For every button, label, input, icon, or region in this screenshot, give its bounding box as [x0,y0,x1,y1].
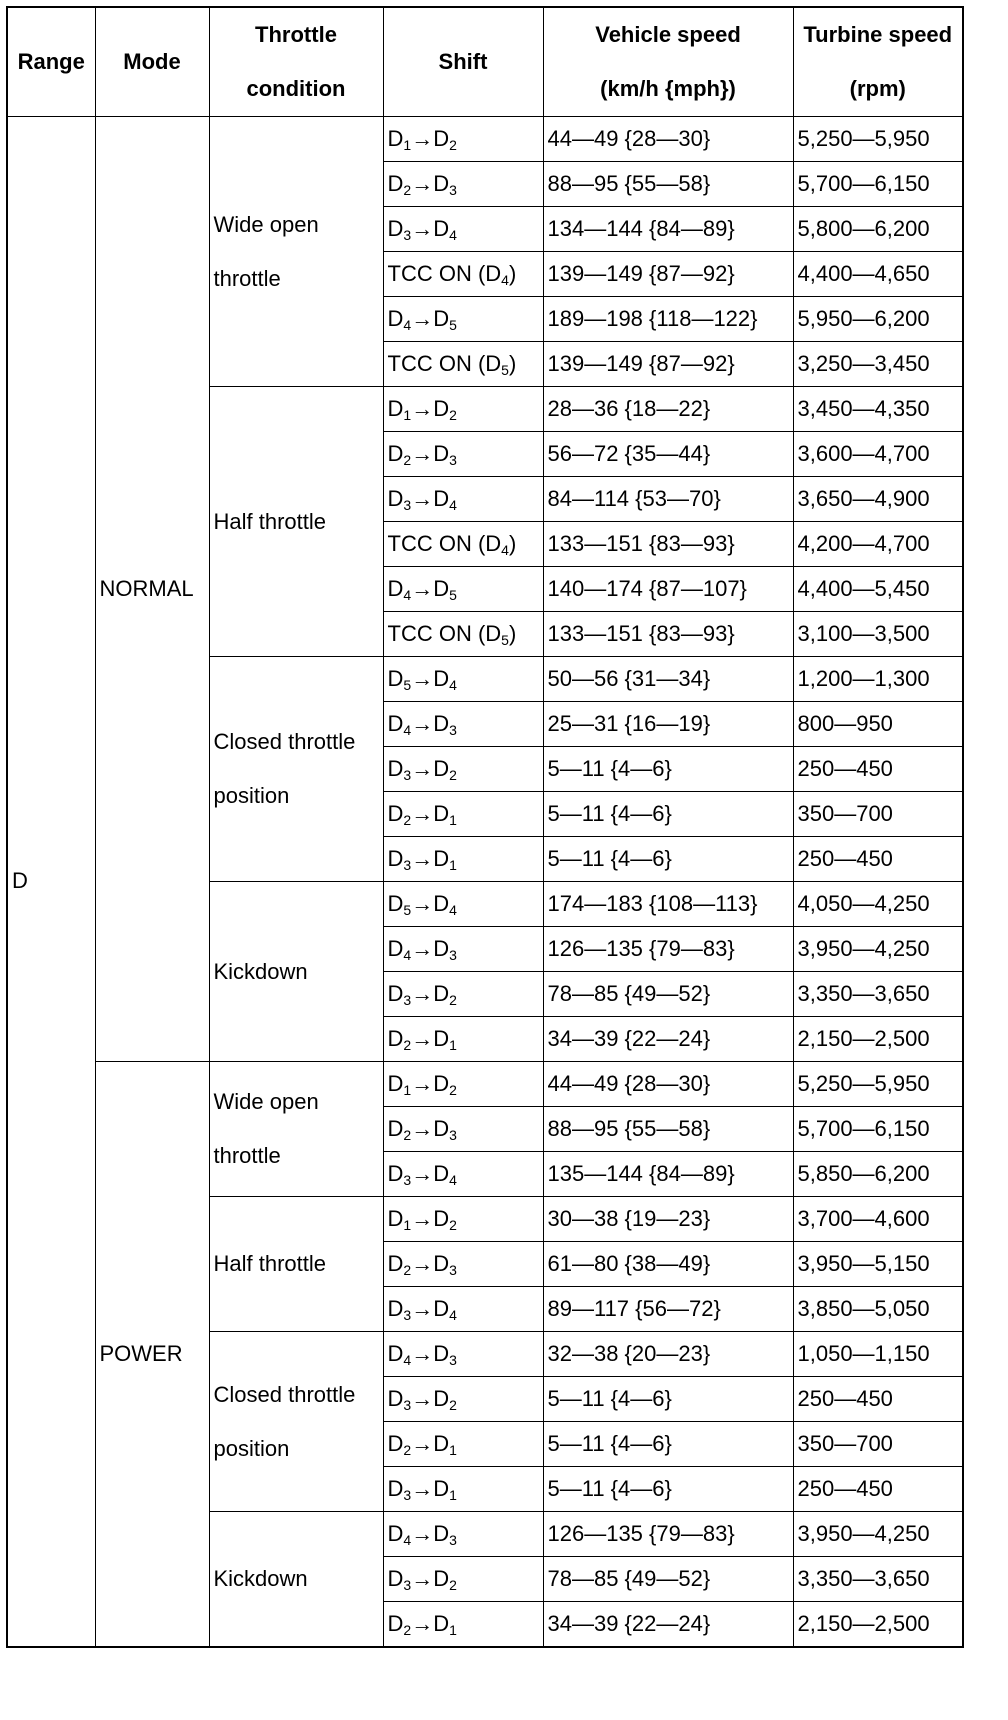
turbine-speed-cell: 3,950—4,250 [793,1512,963,1557]
mode-cell: POWER [95,1062,209,1647]
turbine-speed-cell: 4,200—4,700 [793,522,963,567]
turbine-speed-cell: 4,400—4,650 [793,252,963,297]
table-row [7,1062,963,1107]
vehicle-speed-cell: 174—183 {108—113} [543,882,793,927]
shift-cell: $D_3\to D_4$ [383,1287,543,1332]
vehicle-speed-cell: 133—151 {83—93} [543,612,793,657]
vehicle-speed-cell: 126—135 {79—83} [543,1512,793,1557]
shift-cell: $D_4\to D_3$ [383,1332,543,1377]
shift-cell: TCC ON $(D_4)$ [383,522,543,567]
header-mode: Mode [95,7,209,117]
vehicle-speed-cell: 5—11 {4—6} [543,747,793,792]
header-turbine-line2: (rpm) [849,76,906,101]
vehicle-speed-cell: 5—11 {4—6} [543,1377,793,1422]
shift-cell: $D_3\to D_1$ [383,837,543,882]
throttle-condition-cell: Kickdown [209,1512,383,1647]
shift-cell: $D_4\to D_3$ [383,702,543,747]
vehicle-speed-cell: 5—11 {4—6} [543,837,793,882]
turbine-speed-cell: 350—700 [793,1422,963,1467]
shift-cell: $D_1\to D_2$ [383,1062,543,1107]
header-range: Range [7,7,95,117]
shift-cell: $D_3\to D_1$ [383,1467,543,1512]
shift-cell: $D_2\to D_3$ [383,1242,543,1287]
vehicle-speed-cell: 50—56 {31—34} [543,657,793,702]
shift-cell: TCC ON $(D_4)$ [383,252,543,297]
turbine-speed-cell: 3,650—4,900 [793,477,963,522]
vehicle-speed-cell: 56—72 {35—44} [543,432,793,477]
vehicle-speed-cell: 34—39 {22—24} [543,1602,793,1647]
shift-cell: $D_1\to D_2$ [383,387,543,432]
header-vehicle-line1: Vehicle speed [595,22,741,47]
header-turbine-line1: Turbine speed [803,22,953,47]
vehicle-speed-cell: 88—95 {55—58} [543,1107,793,1152]
vehicle-speed-cell: 78—85 {49—52} [543,1557,793,1602]
shift-cell: $D_4\to D_3$ [383,927,543,972]
turbine-speed-cell: 250—450 [793,837,963,882]
vehicle-speed-cell: 140—174 {87—107} [543,567,793,612]
vehicle-speed-cell: 34—39 {22—24} [543,1017,793,1062]
turbine-speed-cell: 3,600—4,700 [793,432,963,477]
header-shift: Shift [383,7,543,117]
turbine-speed-cell: 3,350—3,650 [793,1557,963,1602]
turbine-speed-cell: 3,850—5,050 [793,1287,963,1332]
vehicle-speed-cell: 89—117 {56—72} [543,1287,793,1332]
turbine-speed-cell: 4,400—5,450 [793,567,963,612]
shift-cell: $D_3\to D_2$ [383,972,543,1017]
shift-cell: $D_1\to D_2$ [383,1197,543,1242]
header-throttle-condition [209,7,383,117]
shift-schedule-table [6,6,964,1648]
mode-cell: NORMAL [95,117,209,1062]
shift-cell: $D_4\to D_3$ [383,1512,543,1557]
turbine-speed-cell: 2,150—2,500 [793,1017,963,1062]
shift-cell: $D_1\to D_2$ [383,117,543,162]
shift-cell: $D_2\to D_3$ [383,1107,543,1152]
vehicle-speed-cell: 139—149 {87—92} [543,252,793,297]
header-throttle-line2: condition [246,76,346,101]
shift-schedule-table-wrapper [6,6,964,1648]
turbine-speed-cell: 4,050—4,250 [793,882,963,927]
turbine-speed-cell: 3,100—3,500 [793,612,963,657]
vehicle-speed-cell: 61—80 {38—49} [543,1242,793,1287]
vehicle-speed-cell: 134—144 {84—89} [543,207,793,252]
turbine-speed-cell: 250—450 [793,1467,963,1512]
vehicle-speed-cell: 5—11 {4—6} [543,1467,793,1512]
table-body [7,117,963,1647]
throttle-condition-cell: Half throttle [209,1197,383,1332]
shift-cell: $D_3\to D_2$ [383,1377,543,1422]
vehicle-speed-cell: 5—11 {4—6} [543,1422,793,1467]
vehicle-speed-cell: 139—149 {87—92} [543,342,793,387]
vehicle-speed-cell: 28—36 {18—22} [543,387,793,432]
vehicle-speed-cell: 78—85 {49—52} [543,972,793,1017]
vehicle-speed-cell: 30—38 {19—23} [543,1197,793,1242]
shift-cell: $D_4\to D_5$ [383,567,543,612]
header-throttle-line1: Throttle [255,22,337,47]
turbine-speed-cell: 5,250—5,950 [793,1062,963,1107]
turbine-speed-cell: 3,450—4,350 [793,387,963,432]
header-vehicle-line2: (km/h {mph}) [600,76,736,101]
shift-cell: $D_2\to D_1$ [383,1422,543,1467]
turbine-speed-cell: 5,250—5,950 [793,117,963,162]
turbine-speed-cell: 1,050—1,150 [793,1332,963,1377]
turbine-speed-cell: 3,950—4,250 [793,927,963,972]
turbine-speed-cell: 800—950 [793,702,963,747]
turbine-speed-cell: 5,850—6,200 [793,1152,963,1197]
turbine-speed-cell: 2,150—2,500 [793,1602,963,1647]
turbine-speed-cell: 350—700 [793,792,963,837]
throttle-condition-cell: Wide open throttle [209,117,383,387]
turbine-speed-cell: 5,700—6,150 [793,162,963,207]
vehicle-speed-cell: 5—11 {4—6} [543,792,793,837]
turbine-speed-cell: 3,250—3,450 [793,342,963,387]
shift-cell: $D_2\to D_1$ [383,1017,543,1062]
header-row [7,7,963,117]
shift-cell: $D_3\to D_4$ [383,477,543,522]
turbine-speed-cell: 5,700—6,150 [793,1107,963,1152]
vehicle-speed-cell: 88—95 {55—58} [543,162,793,207]
shift-cell: $D_2\to D_1$ [383,1602,543,1647]
throttle-condition-cell: Kickdown [209,882,383,1062]
vehicle-speed-cell: 44—49 {28—30} [543,117,793,162]
turbine-speed-cell: 250—450 [793,1377,963,1422]
vehicle-speed-cell: 84—114 {53—70} [543,477,793,522]
turbine-speed-cell: 5,950—6,200 [793,297,963,342]
shift-cell: TCC ON $(D_5)$ [383,612,543,657]
turbine-speed-cell: 3,700—4,600 [793,1197,963,1242]
shift-cell: $D_3\to D_4$ [383,207,543,252]
throttle-condition-cell: Wide open throttle [209,1062,383,1197]
turbine-speed-cell: 250—450 [793,747,963,792]
shift-cell: $D_3\to D_2$ [383,1557,543,1602]
shift-cell: $D_3\to D_4$ [383,1152,543,1197]
throttle-condition-cell: Half throttle [209,387,383,657]
header-turbine-speed [793,7,963,117]
vehicle-speed-cell: 25—31 {16—19} [543,702,793,747]
throttle-condition-cell: Closed throttle position [209,1332,383,1512]
vehicle-speed-cell: 32—38 {20—23} [543,1332,793,1377]
shift-cell: $D_5\to D_4$ [383,657,543,702]
vehicle-speed-cell: 126—135 {79—83} [543,927,793,972]
range-cell: D [7,117,95,1647]
vehicle-speed-cell: 135—144 {84—89} [543,1152,793,1197]
shift-cell: $D_2\to D_1$ [383,792,543,837]
shift-cell: $D_2\to D_3$ [383,432,543,477]
table-row [7,117,963,162]
shift-cell: $D_5\to D_4$ [383,882,543,927]
vehicle-speed-cell: 44—49 {28—30} [543,1062,793,1107]
shift-cell: $D_3\to D_2$ [383,747,543,792]
turbine-speed-cell: 1,200—1,300 [793,657,963,702]
shift-cell: TCC ON $(D_5)$ [383,342,543,387]
header-vehicle-speed [543,7,793,117]
throttle-condition-cell: Closed throttle position [209,657,383,882]
vehicle-speed-cell: 189—198 {118—122} [543,297,793,342]
turbine-speed-cell: 3,350—3,650 [793,972,963,1017]
turbine-speed-cell: 3,950—5,150 [793,1242,963,1287]
vehicle-speed-cell: 133—151 {83—93} [543,522,793,567]
shift-cell: $D_4\to D_5$ [383,297,543,342]
shift-cell: $D_2\to D_3$ [383,162,543,207]
turbine-speed-cell: 5,800—6,200 [793,207,963,252]
